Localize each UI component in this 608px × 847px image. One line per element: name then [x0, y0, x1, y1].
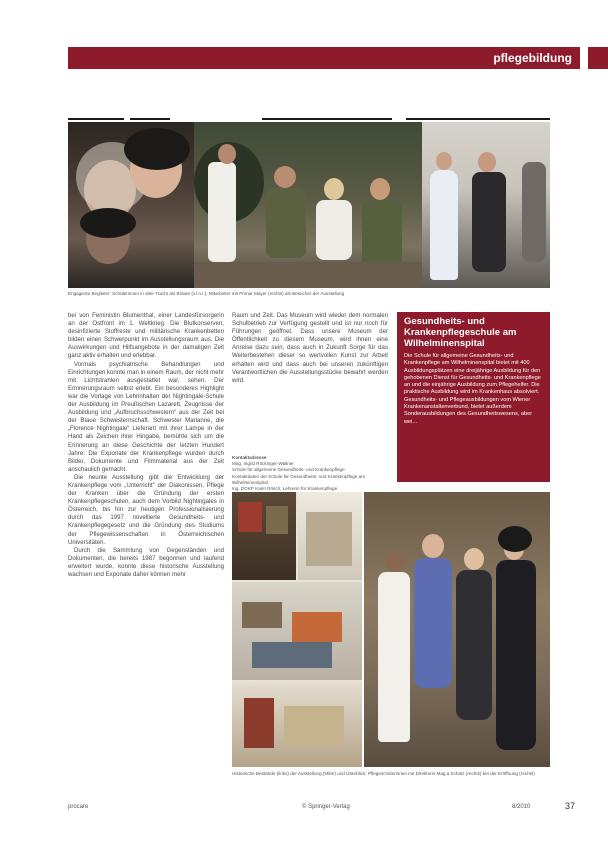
section-title: pflegebildung	[493, 51, 572, 65]
info-box	[397, 312, 550, 482]
photo-museum-collage	[232, 492, 362, 767]
info-box-title: Gesundheits- und Krankenpflegeschule am Wilhelminenspital	[404, 316, 517, 349]
page-number: 37	[565, 801, 576, 811]
body-column-1	[68, 312, 224, 579]
contact-line: Mag. Ingrid Röckinger-Wallner	[232, 461, 294, 467]
photo-women	[364, 492, 550, 767]
footer-left: procare	[68, 804, 89, 810]
photo-group	[194, 122, 422, 288]
body-paragraph: bei von Feministin Blumenthal, einer Landesfürsorgerin an der Ostfront im 1. Weltkrieg. Die Blutkonserven, desinfizierte Stoffreste und militärische Krankenbetten bilden einen Schwerpunkt im Ausstellungsraum aus. Die Auswirkungen und Hilfsangebote in der damaligen Zeit ganz aktiv erhalten und erlebbar.	[68, 312, 224, 360]
section-header	[68, 47, 580, 69]
photo-party	[422, 122, 550, 288]
body-paragraph: Vormals psychiatrische Behandlungen und Einrichtungen konnte man in einem Raum, der nicht mehr mit Lichtstrahlen ausgestattet war, sehen. Der Erinnerungsraum selbst erlebt. Ein besonderes Highlight war die Vorlage von Lehrinhalten der Nightingale-Schule der Ausbildung im Preußischen Lazarett, Zeugnisse der Ausbildung und „Aufbruchsschwestern“ aus der Zeit bei der Blaue Schwesternschaft. Schwester Marianne, die „Florence Nightingale“ Lieferant mit ihrer Lampe in der Hand als Zeichen ihrer Hingabe, bemühte sich um die Erinnerung an diese Geschichte der letzten Hundert Jahre. Die Exponate der Krankenpflege wurden durch Bilder, Dokumente und Filmmaterial aus der Zeit anschaulich gemacht.	[68, 360, 224, 473]
contact-line: Schule für allgemeine Gesundheits- und Krankenpflege	[232, 467, 345, 473]
header-tab	[588, 47, 608, 69]
body-paragraph: Die neunte Ausstellung gibt die Entwicklung der Krankenpflege vom „Unterricht“ der Diakonissen, Pflege der Kranken über die Gründung der ersten Krankenpflegeschulen, auch dem Vorbild Nightingales in Österreich, bis hin zur heutigen Professionalisierung durch das 1997 novellierte Gesundheits- und Krankenpflegegesetz und die Gründung des Studiums der Pflegewissenschaften in Österreichischen Universitäten.	[68, 473, 224, 546]
photo-caption-bottom: Historische Bestände (links) der Ausstellung (Mitte) und Überblick; Pflegeschülerinnen mit Direktorin Mag.a Schütz (rechts) bei der Eröffnung (rechts)	[232, 771, 535, 776]
contact-line: Kontaktdaten der Schule für Gesundheits- und Krankenpflege am Wilhelminenspital	[232, 473, 366, 485]
rule-3	[262, 118, 392, 120]
rule-1	[68, 118, 124, 120]
rule-4	[406, 118, 550, 120]
photo-caption-top: Engagierte Begleiter: Schülerinnen in alter Tracht als Bräute (v.l.n.r.), Mitarbeiter mit Primar Mayer (rechts) als Besucher der Ausstellung	[68, 291, 345, 296]
body-paragraph: Raum und Zeit. Das Museum wird wieder dem normalen Schulbetrieb zur Verfügung gestellt und ist nur noch für Führungen geöffnet. Dass unsere Museum der Öffentlichkeit zu diesem Museum, wird ihnen eine Anreise dazu sein, dass auch in Zukunft Sorge für das Weiterbestehen dieser so wertvollen Kunst zur Arbeit erhalten wird und dass auch bei unseren zukünftigen Verantwortlichen die Ausstellungsstücke bewahrt werden wird.	[232, 312, 388, 384]
footer-center: © Springer-Verlag	[302, 804, 350, 810]
info-box-text: Die Schule für allgemeine Gesundheits- und Krankenpflege am Wilhelminenspital bietet mit 400 Ausbildungsplätzen eine dreijährige Ausbildung für den gehobenen Dienst für Gesundheits- und Krankenpflege an und die einjährige Ausbildung zum Pflegehelfer. Die praktische Ausbildung wird im Krankenhaus absolviert. Gesundheits- und Pflegeausbildungen vom Wiener Krankenanstaltenverbund, bietet außerdem Sonderausbildungen des Gesundheitswesens, aber wei...	[404, 353, 541, 425]
footer-right: 8/2010	[512, 804, 531, 810]
contact-label: Kontaktadresse	[232, 455, 267, 460]
body-paragraph: Durch die Sammlung von Gegenständen und Dokumenten, die bereits 1987 begonnen und laufend erweitert wurde, konnte diese historische Ausstellung wachsen und Exponate daher können mehr	[68, 546, 224, 578]
photo-nuns	[68, 122, 194, 288]
body-column-2	[232, 312, 388, 385]
contact-line: Ing. DGKP Karin Rösch, Lehrerin für Krankenpflege	[232, 486, 338, 492]
rule-2	[130, 118, 170, 120]
